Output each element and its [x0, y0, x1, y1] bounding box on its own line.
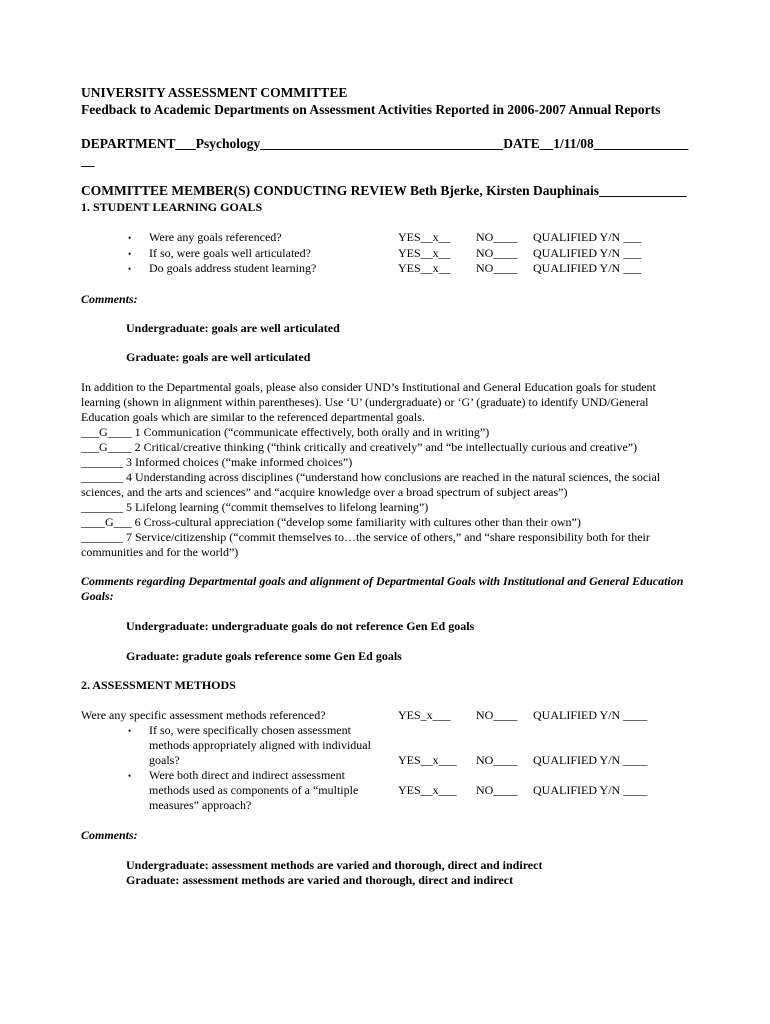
document-subtitle: Feedback to Academic Departments on Assessment Activities Reported in 2006-2007 Annual Reports	[81, 102, 661, 117]
qualified-field: QUALIFIED Y/N ___	[533, 261, 642, 275]
no-field: NO____	[476, 261, 518, 275]
qualified-field: QUALIFIED Y/N ___	[533, 246, 642, 260]
department-line-cont: __	[81, 153, 95, 168]
section1-heading: 1. STUDENT LEARNING GOALS	[81, 200, 263, 214]
yes-field: YES__x__	[398, 261, 451, 275]
goal-line: _______ 4 Understanding across disciplines (“understand how conclusions are reached in the natural sciences, the social	[81, 470, 661, 484]
document-title: UNIVERSITY ASSESSMENT COMMITTEE	[81, 85, 348, 100]
goal-line: ____G___ 6 Cross-cultural appreciation (“develop some familiarity with cultures other than their own”)	[81, 515, 581, 529]
goal-line: _______ 5 Lifelong learning (“commit themselves to lifelong learning”)	[81, 500, 429, 514]
committee-line: COMMITTEE MEMBER(S) CONDUCTING REVIEW Beth Bjerke, Kirsten Dauphinais_____________	[81, 183, 687, 198]
qualified-field: QUALIFIED Y/N ___	[533, 230, 642, 244]
question-text: methods appropriately aligned with individual	[149, 738, 371, 752]
question-text: If so, were specifically chosen assessment	[149, 723, 351, 737]
goal-line: ___G____ 1 Communication (“communicate effectively, both orally and in writing”)	[81, 425, 490, 439]
yes-field: YES_x___	[398, 708, 451, 722]
section2-heading: 2. ASSESSMENT METHODS	[81, 678, 236, 692]
no-field: NO____	[476, 708, 518, 722]
goal-line: _______ 3 Informed choices (“make informed choices”)	[81, 455, 353, 469]
comments-label: Comments:	[81, 828, 138, 842]
goal-line: sciences, and the arts and sciences” and “acquire knowledge over a broad spectrum of subject areas”)	[81, 485, 568, 499]
yes-field: YES__x___	[398, 783, 457, 797]
alignment-undergrad-comment: Undergraduate: undergraduate goals do not reference Gen Ed goals	[126, 619, 475, 633]
question-text: measures” approach?	[149, 798, 252, 812]
question-text: Were any goals referenced?	[149, 230, 282, 244]
qualified-field: QUALIFIED Y/N ____	[533, 708, 648, 722]
question-text: methods used as components of a “multiple	[149, 783, 359, 797]
grad-comment: Graduate: goals are well articulated	[126, 350, 311, 364]
yes-field: YES__x__	[398, 230, 451, 244]
question-text: If so, were goals well articulated?	[149, 246, 311, 260]
alignment-comments-label-cont: Goals:	[81, 589, 114, 603]
no-field: NO____	[476, 753, 518, 767]
yes-field: YES__x__	[398, 246, 451, 260]
question-text: Were any specific assessment methods referenced?	[81, 708, 326, 722]
bullet-icon: •	[128, 771, 132, 781]
alignment-comments-label: Comments regarding Departmental goals and alignment of Departmental Goals with Institutional and General Education	[81, 574, 684, 588]
question-text: goals?	[149, 753, 180, 767]
intro-line: learning (shown in alignment within parentheses). Use ‘U’ (undergraduate) or ‘G’ (graduate) to identify UND/General	[81, 395, 649, 409]
goal-line: ___G____ 2 Critical/creative thinking (“think critically and creatively” and “be intellectually curious and creative”)	[81, 440, 638, 454]
no-field: NO____	[476, 783, 518, 797]
question-text: Were both direct and indirect assessment	[149, 768, 345, 782]
bullet-icon: •	[128, 233, 132, 243]
qualified-field: QUALIFIED Y/N ____	[533, 783, 648, 797]
goal-line: _______ 7 Service/citizenship (“commit themselves to…the service of others,” and “share responsibility both for their	[81, 530, 650, 544]
bullet-icon: •	[128, 249, 132, 259]
no-field: NO____	[476, 230, 518, 244]
no-field: NO____	[476, 246, 518, 260]
alignment-grad-comment: Graduate: gradute goals reference some Gen Ed goals	[126, 649, 402, 663]
qualified-field: QUALIFIED Y/N ____	[533, 753, 648, 767]
yes-field: YES__x___	[398, 753, 457, 767]
grad-comment: Graduate: assessment methods are varied and thorough, direct and indirect	[126, 873, 514, 887]
question-text: Do goals address student learning?	[149, 261, 317, 275]
bullet-icon: •	[128, 264, 132, 274]
goal-line: communities and for the world”)	[81, 545, 239, 559]
intro-line: Education goals which are similar to the referenced departmental goals.	[81, 410, 425, 424]
bullet-icon: •	[128, 726, 132, 736]
intro-line: In addition to the Departmental goals, please also consider UND’s Institutional and General Education goals for student	[81, 380, 656, 394]
department-line: DEPARTMENT___Psychology____________________________________DATE__1/11/08______________	[81, 136, 689, 151]
comments-label: Comments:	[81, 292, 138, 306]
undergrad-comment: Undergraduate: assessment methods are varied and thorough, direct and indirect	[126, 858, 543, 872]
undergrad-comment: Undergraduate: goals are well articulated	[126, 321, 340, 335]
